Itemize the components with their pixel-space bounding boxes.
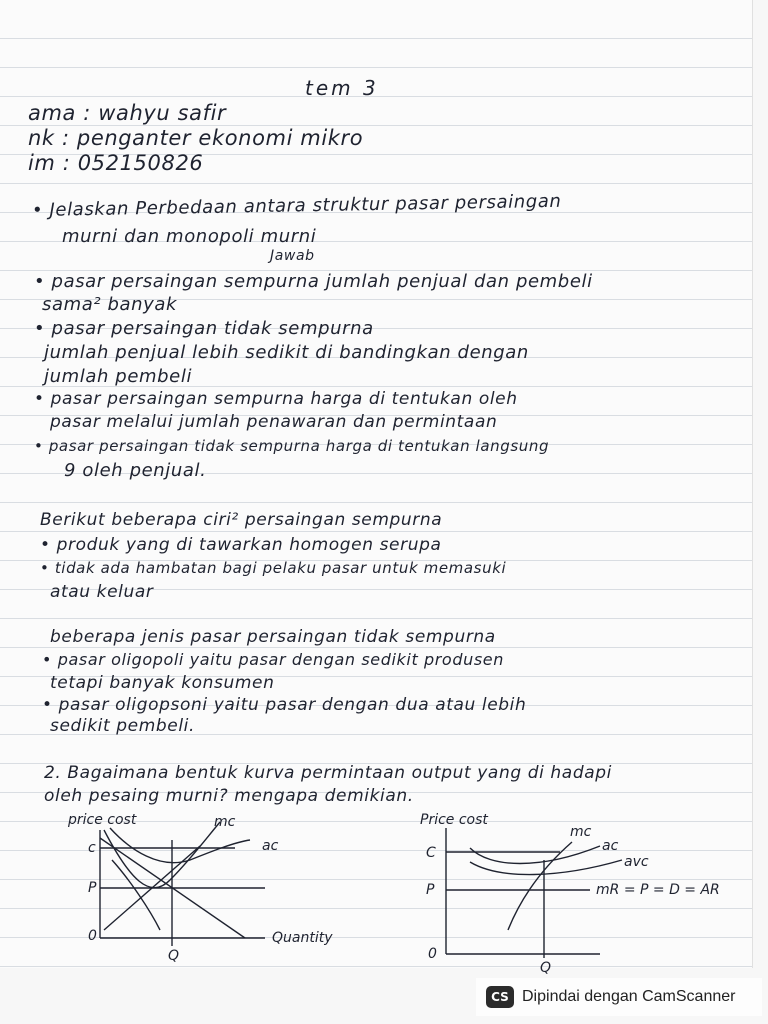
answer-line-2: sama² banyak [42, 294, 178, 315]
camscanner-label: Dipindai dengan CamScanner [522, 988, 736, 1005]
question-2-line-2: oleh pesaing murni? mengapa demikian. [44, 786, 414, 806]
left-ac-curve [110, 828, 250, 863]
ciri-line-1: • produk yang di tawarkan homogen serupa [40, 535, 442, 555]
answer-line-8: • pasar persaingan tidak sempurna harga di tentukan langsung [34, 437, 550, 455]
right-mc-curve [508, 842, 572, 930]
ciri-heading: Berikut beberapa ciri² persaingan sempurna [40, 510, 443, 530]
answer-line-1: • pasar persaingan sempurna jumlah penjual dan pembeli [34, 271, 593, 292]
right-ac-label: ac [602, 838, 619, 854]
right-p-tick: P [426, 882, 435, 898]
question-1-line-2: murni dan monopoli murni [62, 226, 317, 247]
header-name: ama : wahyu safir [28, 101, 227, 125]
left-p-tick: P [88, 880, 97, 896]
right-ylabel: Price cost [420, 812, 488, 828]
answer-line-7: pasar melalui jumlah penawaran dan permintaan [50, 412, 498, 432]
document-title: tem 3 [305, 76, 379, 100]
question-1-line-1: • Jelaskan Perbedaan antara struktur pasar persaingan [31, 190, 562, 221]
graph-right-labels [420, 812, 720, 976]
answer-line-6: • pasar persaingan sempurna harga di tentukan oleh [34, 389, 518, 409]
right-q-tick: Q [540, 960, 552, 976]
answer-line-3: • pasar persaingan tidak sempurna [34, 318, 374, 339]
jenis-line-2: tetapi banyak konsumen [50, 673, 275, 693]
right-origin: 0 [428, 946, 437, 962]
header-course: nk : penganter ekonomi mikro [28, 126, 364, 150]
left-extra-curve [112, 860, 160, 930]
right-ac-curve [470, 846, 600, 864]
left-q-tick: Q [168, 948, 180, 964]
camscanner-watermark [476, 978, 762, 1016]
ciri-line-3: atau keluar [50, 582, 154, 602]
camscanner-logo-icon: CS [486, 986, 514, 1008]
ciri-line-2: • tidak ada hambatan bagi pelaku pasar untuk memasuki [40, 559, 507, 577]
jenis-line-4: sedikit pembeli. [50, 716, 195, 736]
left-c-tick: c [88, 840, 96, 856]
answer-line-5: jumlah pembeli [44, 366, 193, 387]
answer-label: Jawab [270, 248, 315, 264]
left-mc-label: mc [214, 814, 236, 830]
jenis-line-3: • pasar oligopsoni yaitu pasar dengan dua atau lebih [42, 695, 527, 715]
answer-line-4: jumlah penjual lebih sedikit di bandingkan dengan [44, 342, 529, 363]
right-c-tick: C [426, 845, 436, 861]
right-mr-label: mR = P = D = AR [596, 882, 720, 898]
left-ac-label: ac [262, 838, 279, 854]
graph-left [100, 822, 265, 946]
left-origin: 0 [88, 928, 97, 944]
left-ylabel: price cost [68, 812, 137, 828]
answer-line-9: 9 oleh penjual. [64, 460, 207, 481]
left-xlabel: Quantity [272, 930, 333, 946]
right-avc-label: avc [624, 854, 649, 870]
right-mc-label: mc [570, 824, 592, 840]
jenis-heading: beberapa jenis pasar persaingan tidak sempurna [50, 627, 496, 647]
jenis-line-1: • pasar oligopoli yaitu pasar dengan sedikit produsen [42, 650, 504, 669]
header-nim: im : 052150826 [28, 151, 204, 175]
question-2-line-1: 2. Bagaimana bentuk kurva permintaan output yang di hadapi [44, 763, 612, 783]
